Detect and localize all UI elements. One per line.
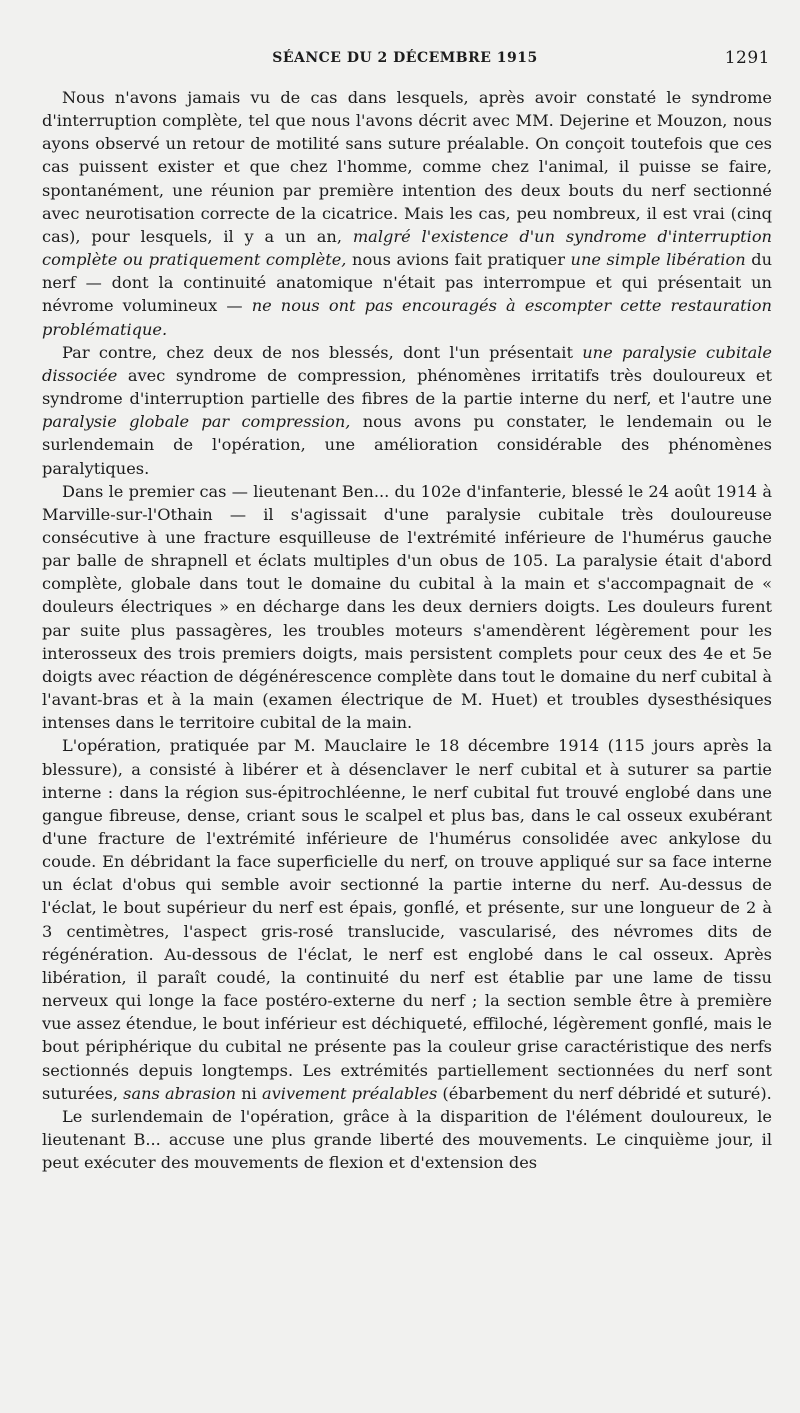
body-text: [42, 86, 772, 1174]
text-run: Dans le premier cas — lieutenant Ben... du 102e d'infanterie, blessé le 24 août 1914 à Marville-sur-l'Othain — il s'agissait d'une paralysie cubitale très douloureuse consécutive à une fracture esquilleuse de l'extrémité inférieure de l'humérus gauche par balle de shrapnell et éclats multiples d'un obus de 105. La paralysie était d'abord complète, globale dans tout le domaine du cubital à la main et s'accompagnait de « douleurs électriques » en décharge dans les deux derniers doigts. Les douleurs furent par suite plus passagères, les troubles moteurs s'amendèrent légèrement pour les interosseux des trois premiers doigts, mais persistent complets pour ceux des 4e et 5e doigts avec réaction de dégénérescence complète dans tout le domaine du nerf cubital à l'avant-bras et à la main (examen électrique de M. Huet) et troubles dysesthésiques intenses dans le territoire cubital de la main.: [42, 481, 772, 733]
italic-run: une paralysie cubitale dissociée: [42, 342, 772, 385]
italic-run: une simple libération: [570, 250, 746, 270]
italic-run: paralysie globale par compression,: [42, 412, 351, 432]
text-run: Par contre, chez deux de nos blessés, dont l'un présentait: [62, 342, 583, 362]
paragraph: [42, 86, 772, 341]
paragraph: [42, 1105, 772, 1174]
page-number: 1291: [724, 48, 770, 68]
text-run: L'opération, pratiquée par M. Mauclaire le 18 décembre 1914 (115 jours après la blessure), a consisté à libérer et à désenclaver le nerf cubital et à suturer sa partie interne : dans la région sus-épitrochléenne, le nerf cubital fut trouvé englobé dans une gangue fibreuse, dense, criant sous le scalpel et plus bas, dans le cal osseux exubérant d'une fracture de l'extrémité inférieure de l'humérus consolidée avec ankylose du coude. En débridant la face superficielle du nerf, on trouve appliqué sur sa face interne un éclat d'obus qui semble avoir sectionné la partie interne du nerf. Au-dessus de l'éclat, le bout supérieur du nerf est épais, gonflé, et présente, sur une longueur de 2 à 3 centimètres, l'aspect gris-rosé translucide, vascularisé, des névromes dits de régénération. Au-dessous de l'éclat, le nerf est englobé dans le cal osseux. Après libération, il paraît coudé, la continuité du nerf est établie par une lame de tissu nerveux qui longe la face postéro-externe du nerf ; la section semble être à première vue assez étendue, le bout inférieur est déchiqueté, effiloché, légèrement gonflé, mais le bout périphérique du cubital ne présente pas la couleur grise caractéristique des nerfs sectionnés depuis longtemps. Les extrémités partiellement sectionnées du nerf sont suturées,: [42, 736, 772, 1103]
paragraph: [42, 341, 772, 480]
text-run: nous avons pu constater, le lendemain ou le surlendemain de l'opération, une amélioration considérable des phénomènes paralytiques.: [42, 412, 773, 478]
italic-run: sans abrasion: [123, 1083, 237, 1103]
italic-run: malgré l'existence d'un syndrome d'interruption complète ou pratiquement complète,: [42, 226, 772, 270]
running-header: [40, 50, 770, 72]
text-run: nous avions fait pratiquer: [346, 250, 571, 270]
text-run: Nous n'avons jamais vu de cas dans lesquels, après avoir constaté le syndrome d'interruption complète, tel que nous l'avons décrit avec MM. Dejerine et Mouzon, nous ayons observé un retour de motilité sans suture préalable. On conçoit toutefois que ces cas puissent exister et que chez l'homme, comme chez l'animal, il puisse se faire, spontanément, une réunion par première intention des deux bouts du nerf sectionné avec neurotisation correcte de la cicatrice. Mais les cas, peu nombreux, il est vrai (cinq cas), pour lesquels, il y a un an,: [42, 88, 772, 246]
text-run: ni: [236, 1083, 262, 1103]
paragraph: [42, 480, 772, 735]
italic-run: ne nous ont pas encouragés à escompter cette restauration problématique.: [42, 296, 772, 339]
text-run: du nerf — dont la continuité anatomique n'était pas interrompue et qui présentait un névrome volumineux —: [42, 250, 772, 316]
text-run: avec syndrome de compression, phénomènes irritatifs très douloureux et syndrome d'interruption partielle des fibres de la partie interne du nerf, et l'autre une: [42, 365, 772, 409]
text-run: Le surlendemain de l'opération, grâce à la disparition de l'élément douloureux, le lieutenant B... accuse une plus grande liberté des mouvements. Le cinquième jour, il peut exécuter des mouvements de flexion et d'extension des: [42, 1106, 772, 1173]
italic-run: avivement préalables: [261, 1083, 438, 1103]
header-title: SÉANCE DU 2 DÉCEMBRE 1915: [272, 50, 538, 66]
paragraph: [42, 734, 772, 1105]
text-run: (ébarbement du nerf débridé et suturé).: [437, 1083, 772, 1103]
